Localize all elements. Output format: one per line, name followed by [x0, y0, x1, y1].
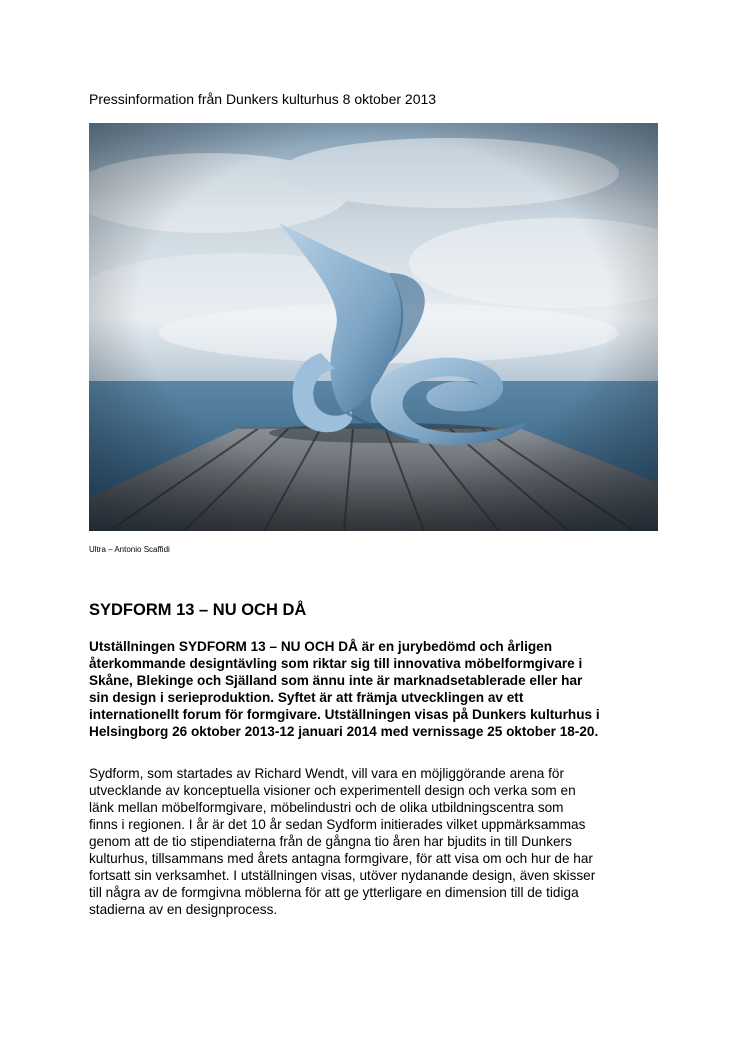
article-body-paragraph: Sydform, som startades av Richard Wendt, vill vara en möjliggörande arena för utvecklande av konceptuella visioner och experimentell design och verka som en länk mellan möbelformgivare, möbelindustri och de olika utbildningscentra som finns i regionen. I år är det 10 år sedan Sydform initierades vilket uppmärksammas genom att de tio stipendiaterna från de gångna tio åren har bjudits in till Dunkers kulturhus, tillsammans med årets antagna formgivare, för att visa om och hur de har fortsatt sin verksamhet. I utställningen visas, utöver nydanande design, även skisser till några av de formgivna möblerna för att ge ytterligare en dimension till de tidiga stadierna av en designprocess. [89, 766, 596, 917]
article-lead-paragraph: Utställningen SYDFORM 13 – NU OCH DÅ är en jurybedömd och årligen återkommande designtävling som riktar sig till innovativa möbelformgivare i Skåne, Blekinge och Själland som ännu inte är marknadsetablerade eller har sin design i serieproduktion. Syftet är att främja utvecklingen av ett internationellt forum för formgivare. Utställningen visas på Dunkers kulturhus i Helsingborg 26 oktober 2013-12 januari 2014 med vernissage 25 oktober 18-20. [89, 639, 600, 739]
sculpture-chair-photo [89, 123, 658, 531]
press-header: Pressinformation från Dunkers kulturhus 8 oktober 2013 [89, 91, 437, 107]
article-title: SYDFORM 13 – NU OCH DÅ [89, 601, 307, 619]
photo-caption: Ultra – Antonio Scaffidi [89, 545, 170, 554]
